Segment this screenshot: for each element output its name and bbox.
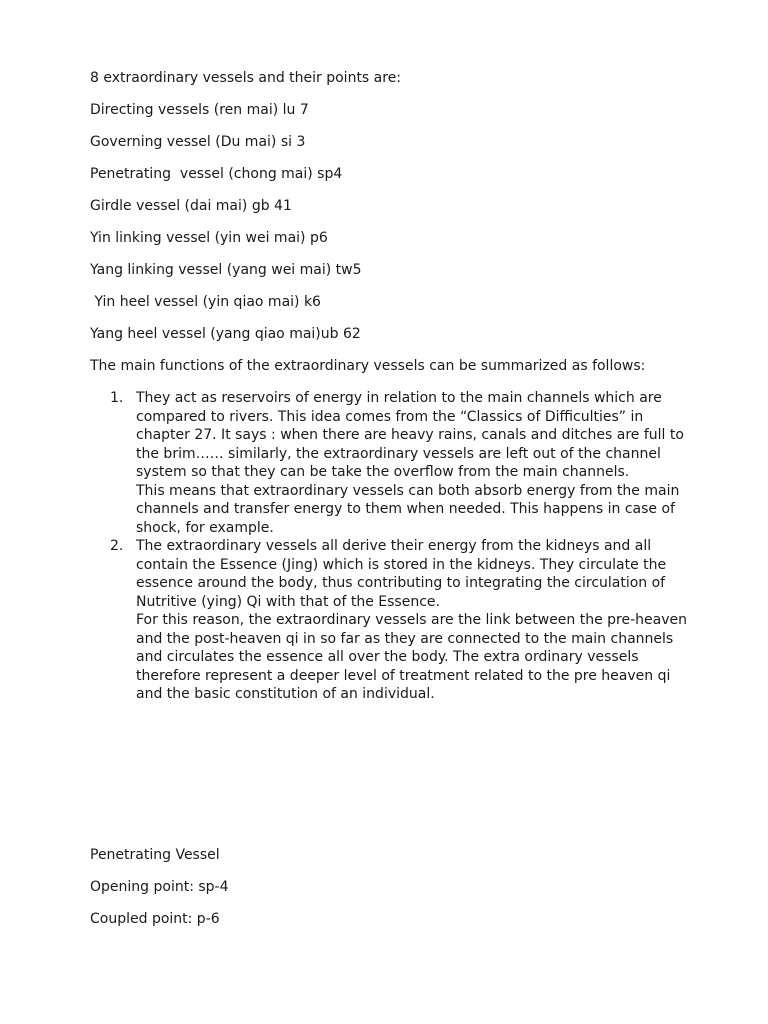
opening-point: Opening point: sp-4 xyxy=(90,879,229,895)
vessel-line: Yin linking vessel (yin wei mai) p6 xyxy=(90,230,328,246)
list-paragraph: This means that extraordinary vessels can both absorb energy from the main channels and transfer energy to them when needed. This happens in case of shock, for example. xyxy=(136,482,680,536)
list-item xyxy=(110,537,690,704)
vessel-line: Girdle vessel (dai mai) gb 41 xyxy=(90,198,292,214)
list-item xyxy=(110,389,690,537)
vessel-line: Yang linking vessel (yang wei mai) tw5 xyxy=(90,262,362,278)
list-paragraph: They act as reservoirs of energy in relation to the main channels which are compared to rivers. This idea comes from the “Classics of Difficulties” in chapter 27. It says : when there are heavy rains, canals and ditches are full to the brim…… similarly, the extraordinary vessels are left out of the channel system so that they can be take the overflow from the main channels. xyxy=(136,390,684,480)
functions-list xyxy=(110,389,690,704)
list-number: 1. xyxy=(110,390,124,406)
functions-heading: The main functions of the extraordinary vessels can be summarized as follows: xyxy=(90,358,646,374)
vessel-line: Penetrating vessel (chong mai) sp4 xyxy=(90,166,343,182)
vessel-line: Yang heel vessel (yang qiao mai)ub 62 xyxy=(90,326,361,342)
footer-title: Penetrating Vessel xyxy=(90,847,220,863)
vessel-line: Directing vessels (ren mai) lu 7 xyxy=(90,102,309,118)
list-paragraph: The extraordinary vessels all derive their energy from the kidneys and all contain the Essence (Jing) which is stored in the kidneys. They circulate the essence around the body, thus contributing to integrating the circulation of Nutritive (ying) Qi with that of the Essence. xyxy=(136,538,667,610)
vessel-line: Yin heel vessel (yin qiao mai) k6 xyxy=(90,294,321,310)
intro-line: 8 extraordinary vessels and their points are: xyxy=(90,70,402,86)
coupled-point: Coupled point: p-6 xyxy=(90,911,220,927)
list-paragraph: For this reason, the extraordinary vessels are the link between the pre-heaven and the post-heaven qi in so far as they are connected to the main channels and circulates the essence all over the body. The extra ordinary vessels therefore represent a deeper level of treatment related to the pre heaven qi and the basic constitution of an individual. xyxy=(136,612,688,702)
vessel-line: Governing vessel (Du mai) si 3 xyxy=(90,134,306,150)
list-number: 2. xyxy=(110,538,124,554)
